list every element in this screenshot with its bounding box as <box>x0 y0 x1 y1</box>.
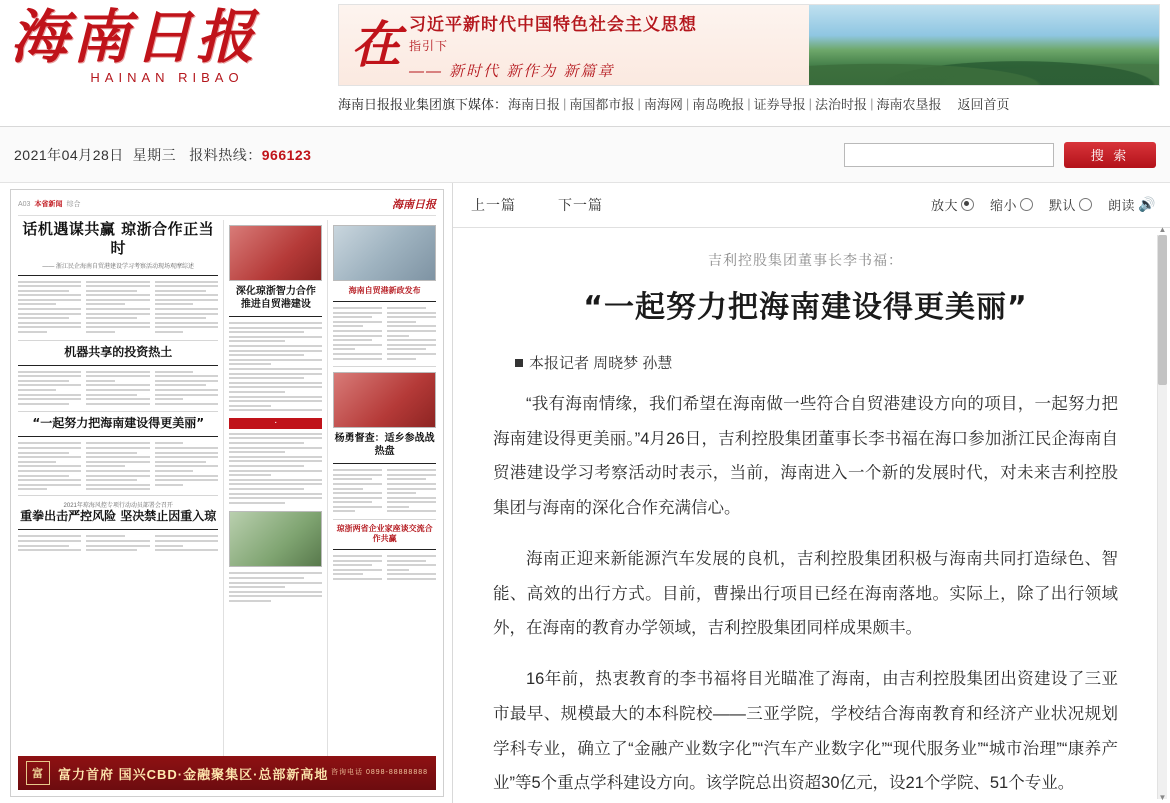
paper-headline-4: 重拳出击严控风险 坚决禁止因重入琼 <box>20 509 217 524</box>
paper-column-middle <box>223 220 322 776</box>
search-area <box>844 142 1156 168</box>
paper-preview-pane <box>0 183 452 803</box>
paper-subhead-main: —— 浙江民企海南自贸港建设学习考察活动现场观摩综述 <box>42 263 195 270</box>
hotline-number: 966123 <box>261 146 312 163</box>
paper-body-text-right-3 <box>333 555 436 583</box>
nav-link-nanhai-net[interactable]: 南海网 <box>643 97 683 112</box>
nav-link-rule-of-law[interactable]: 法治时报 <box>815 97 868 112</box>
prev-article-link[interactable]: 上一篇 <box>471 196 516 213</box>
article-kicker: 吉利控股集团董事长李书福： <box>708 251 903 268</box>
nav-link-farm-paper[interactable]: 海南农垦报 <box>876 97 942 112</box>
nav-link-nanguo-metro[interactable]: 南国都市报 <box>569 97 635 112</box>
paper-page-header <box>18 196 436 216</box>
advert-logo-mark: 富 <box>26 761 50 785</box>
article-body <box>453 228 1170 803</box>
media-group-label: 海南日报报业集团旗下媒体： <box>338 97 508 112</box>
nav-link-home[interactable]: 返回首页 <box>957 97 1010 112</box>
article-byline <box>493 352 1118 373</box>
paper-headline-right-2: 杨勇督查：适乡参战战热盘 <box>334 433 435 457</box>
zoom-out-button[interactable] <box>990 195 1033 214</box>
default-size-button[interactable] <box>1049 195 1092 214</box>
banner-big-character: 在 <box>351 15 401 74</box>
read-aloud-label: 朗读 <box>1108 198 1136 214</box>
current-date: 2021年04月28日 <box>14 146 124 163</box>
article-scrollbar[interactable] <box>1157 235 1167 799</box>
article-pane <box>452 183 1170 803</box>
scroll-up-arrow[interactable]: ▲ <box>1158 225 1167 234</box>
article-paragraph-1: “我有海南情缘，我们希望在海南做一些符合自贸港建设方向的项目，一起努力把海南建设得更美丽。”4月26日，吉利控股集团董事长李书福在海口参加浙江民企海南自贸港建设学习考察活动时表示，当前，海南进入一个新的发展时代，对未来吉利控股集团与海南的深化合作充满信心。 <box>493 394 1118 517</box>
article-paragraph-2: 海南正迎来新能源汽车发展的良机，吉利控股集团积极与海南共同打造绿色、智能、高效的出行方式。目前，曹操出行项目已经在海南落地。实际上，除了出行领域外，在海南的教育办学领域，吉利控股集团同样成果颇丰。 <box>493 549 1118 638</box>
zoom-in-button[interactable] <box>931 195 974 214</box>
paper-photo-4 <box>333 372 436 428</box>
main-content <box>0 183 1170 803</box>
article-title: “一起努力把海南建设得更美丽” <box>583 289 1028 325</box>
paper-columns <box>18 220 436 776</box>
paper-photo-2 <box>229 511 322 567</box>
paper-page-number: A03 <box>18 200 31 208</box>
speaker-icon: 🔊 <box>1138 196 1156 213</box>
article-toolbar <box>453 183 1170 228</box>
zoom-out-radio-icon <box>1020 198 1033 211</box>
banner-text-side <box>339 5 809 85</box>
paper-body-text-mid-2 <box>229 433 322 507</box>
byline-text: 本报记者 周晓梦 孙慧 <box>529 354 673 372</box>
paper-column-right <box>327 220 436 776</box>
paper-headline-3[interactable]: “一起努力把海南建设得更美丽” <box>32 416 205 431</box>
info-bar <box>0 127 1170 183</box>
banner-line-2: 指引下 <box>409 38 449 53</box>
banner-landscape-image <box>809 5 1159 85</box>
paper-headline-mid-1: 深化琼浙智力合作 推进自贸港建设 <box>235 286 316 310</box>
hotline-label: 报料热线： <box>189 146 262 163</box>
paper-photo-3 <box>333 225 436 281</box>
scroll-down-arrow[interactable]: ▼ <box>1158 793 1167 802</box>
paper-body-text-mid-1 <box>229 322 322 414</box>
paper-headline-right-3: 琼浙两省企业家座谈交流合作共赢 <box>336 524 433 544</box>
paper-section-name: 本省新闻 <box>34 201 63 208</box>
banner-line-1: 习近平新时代中国特色社会主义思想 <box>409 14 697 35</box>
default-radio-icon <box>1079 198 1092 211</box>
read-aloud-button[interactable] <box>1108 195 1156 214</box>
article-paragraph-3: 16年前，热衷教育的李书福将目光瞄准了海南，由吉利控股集团出资建设了三亚市最早、规模最大的本科院校——三亚学院，学校结合海南教育和经济产业状况规划学科专业，确立了“金融产业数字化”“汽车产业数字化”“现代服务业”“城市治理”“康养产业”等5个重点学科建设方向。该学院总出资超30亿元，设21个学院、51个专业。 <box>493 670 1118 793</box>
paper-masthead-small: 海南日报 <box>392 198 436 211</box>
newspaper-page-image[interactable] <box>10 189 444 797</box>
paper-headline-2: 机器共享的投资热土 <box>64 344 173 359</box>
paper-bottom-advert[interactable] <box>18 756 436 790</box>
logo-chinese-text: 海南日报 <box>10 3 259 71</box>
campaign-banner[interactable] <box>338 4 1160 86</box>
site-logo[interactable] <box>0 0 338 85</box>
paper-body-text-right-2 <box>333 469 436 515</box>
banner-line-3: —— 新时代 新作为 新篇章 <box>409 62 615 80</box>
advert-contact: 咨询电话 0898-88888888 <box>331 768 428 776</box>
paper-section-sub: 综合 <box>66 201 81 208</box>
byline-square-icon <box>515 359 523 367</box>
nav-link-nandao-evening[interactable]: 南岛晚报 <box>692 97 745 112</box>
divider <box>18 275 218 276</box>
masthead <box>0 0 1170 127</box>
zoom-in-radio-icon <box>961 198 974 211</box>
zoom-out-label: 缩小 <box>990 198 1018 214</box>
search-input[interactable] <box>844 143 1054 167</box>
nav-link-securities-guide[interactable]: 证券导报 <box>753 97 806 112</box>
paper-headline-main: 话机遇谋共赢 琼浙合作正当时 <box>22 220 215 257</box>
paper-body-text-3 <box>18 442 218 491</box>
next-article-link[interactable]: 下一篇 <box>558 196 603 213</box>
date-and-hotline <box>14 145 311 165</box>
paper-callout-box: · <box>229 418 322 429</box>
paper-body-text-4 <box>18 535 218 553</box>
logo-pinyin-text: HAINAN RIBAO <box>90 70 244 85</box>
current-weekday: 星期三 <box>132 146 177 163</box>
media-group-nav: 海南日报报业集团旗下媒体： 海南日报 | 南国都市报 | 南海网 | 南岛晚报 | 证券导报 | 法治时报 | 海南农垦报 返回首页 <box>338 96 1010 112</box>
paper-headline-right-1: 海南自贸港新政发布 <box>348 286 421 295</box>
scrollbar-thumb[interactable] <box>1158 235 1167 385</box>
paper-body-text-right-1 <box>333 307 436 362</box>
nav-link-hainan-daily[interactable]: 海南日报 <box>508 97 561 112</box>
paper-photo-1 <box>229 225 322 281</box>
paper-subhead-4: 2021年琼海风控专项行动动员部署会召开 <box>63 503 173 510</box>
paper-body-text-mid-3 <box>229 572 322 604</box>
advert-text: 富力首府 国兴CBD·金融聚集区·总部新高地 <box>58 766 329 782</box>
paper-column-main <box>18 220 218 776</box>
paper-body-text-1 <box>18 281 218 336</box>
paper-body-text-2 <box>18 371 218 408</box>
banner-column <box>338 0 1170 113</box>
search-button[interactable]: 搜 索 <box>1064 142 1156 168</box>
default-size-label: 默认 <box>1049 198 1077 214</box>
zoom-in-label: 放大 <box>931 198 959 214</box>
article-tools <box>915 195 1156 214</box>
